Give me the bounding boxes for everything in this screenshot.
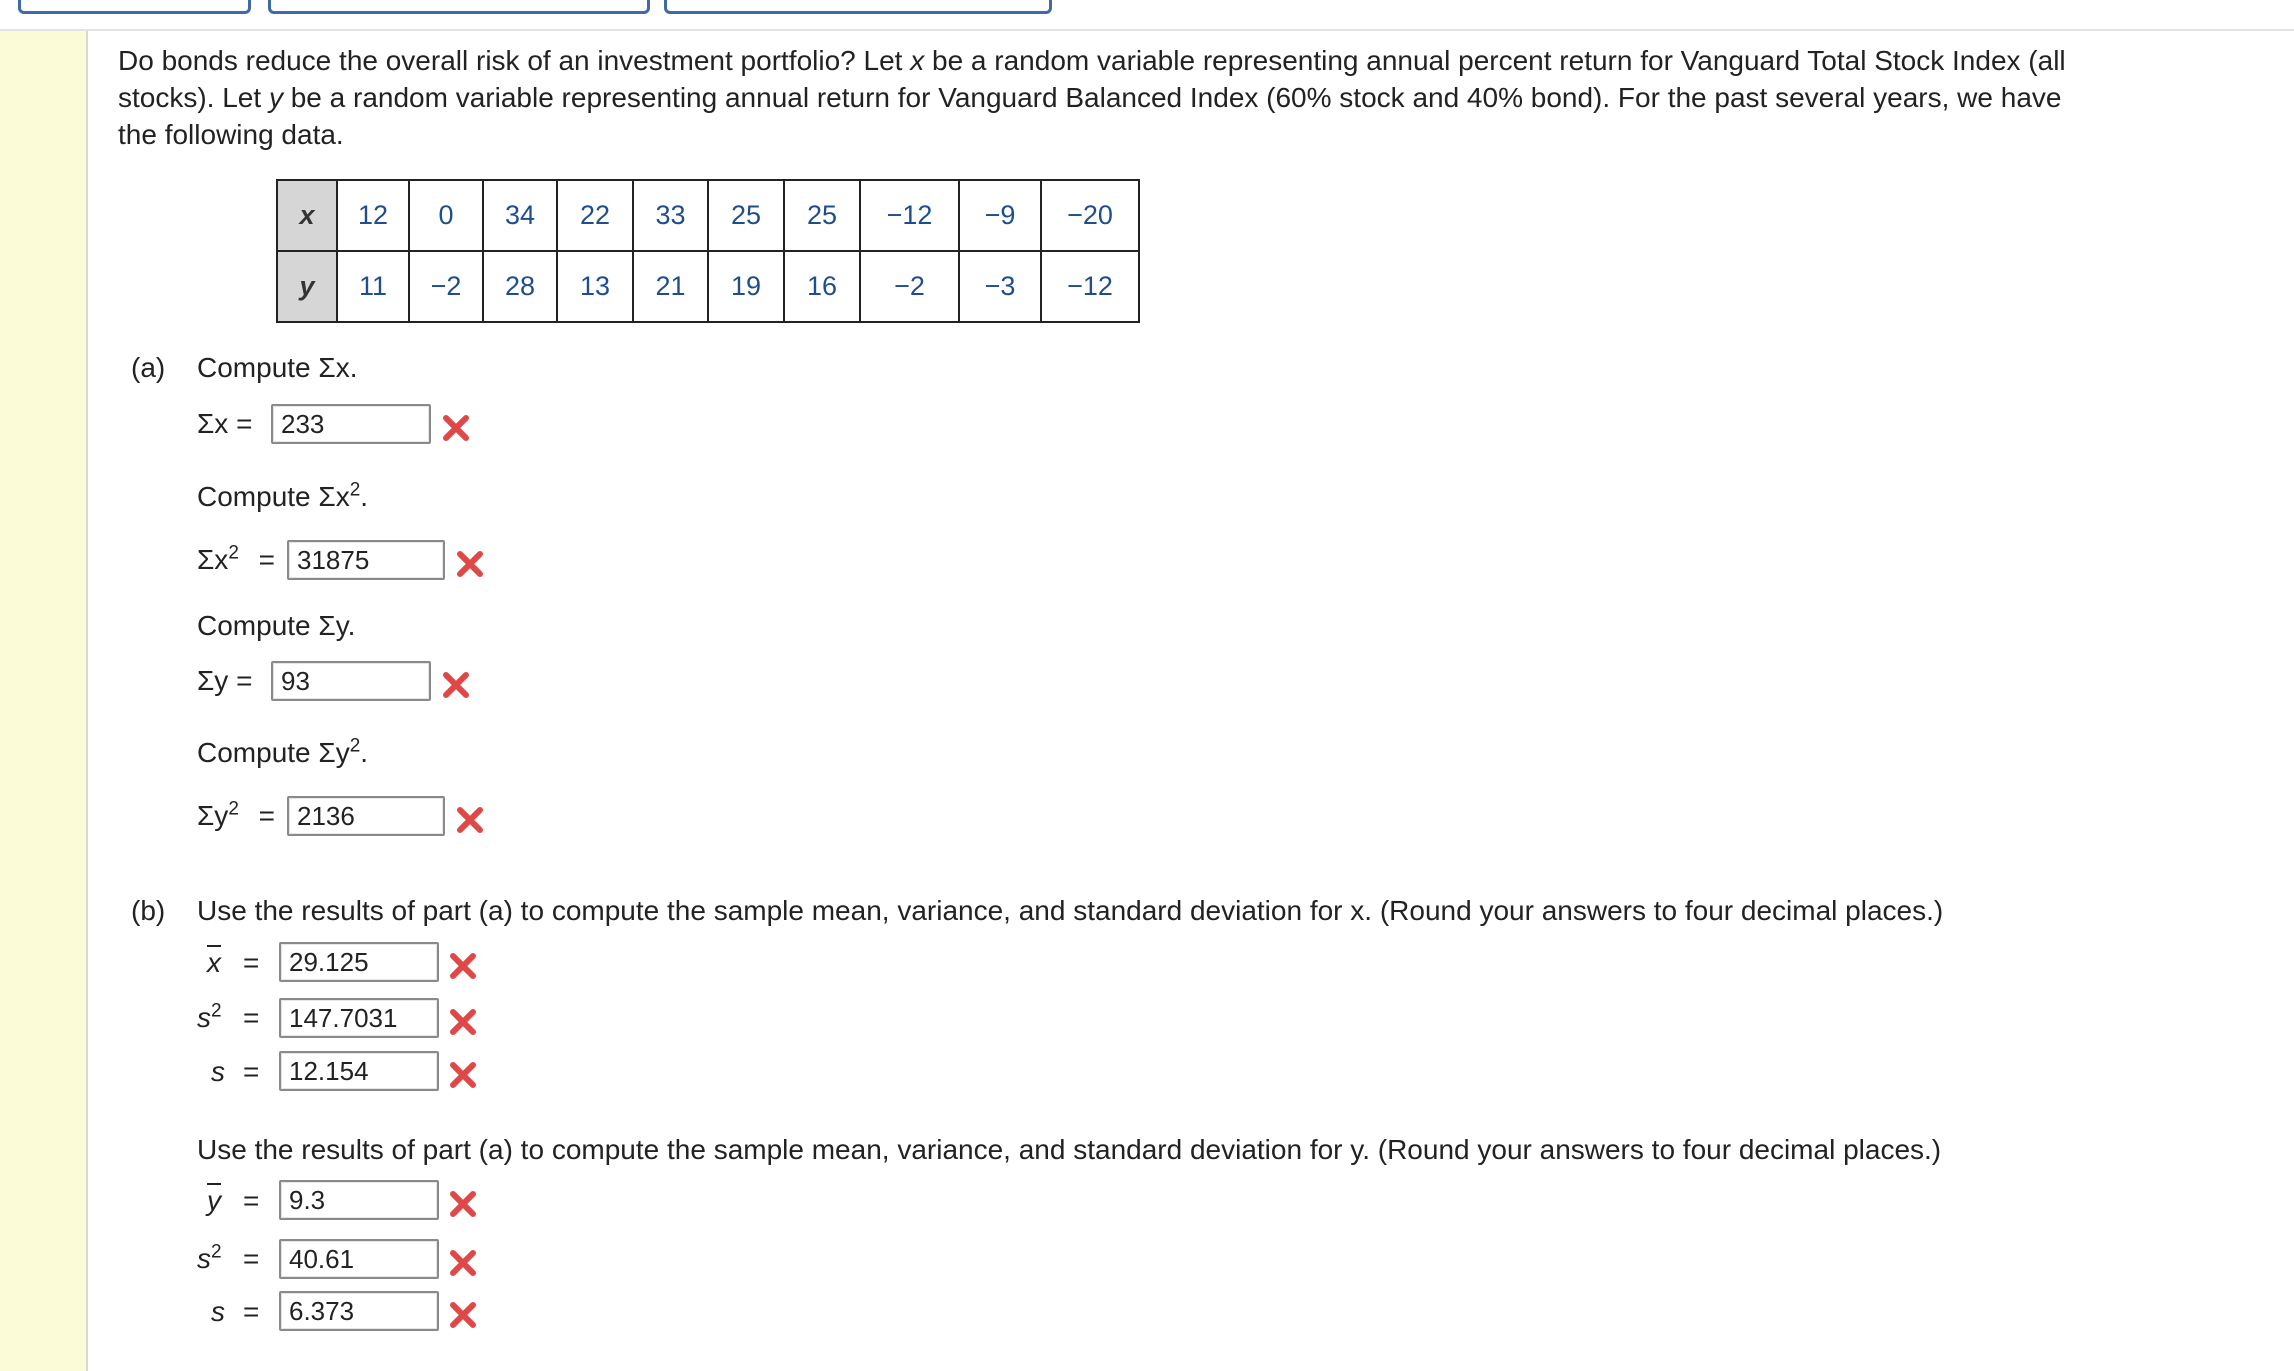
y-cell: −3 [959,251,1041,322]
y-cell: 19 [708,251,784,322]
x-cell: −20 [1041,180,1139,251]
label-sum-x: Σx = [197,408,253,439]
x-mark-icon [448,1007,478,1037]
x-cell: 12 [337,180,409,251]
prompt-sum-x2: Compute $\Sigma x^2$. [197,479,369,512]
x-cell: −9 [959,180,1041,251]
x-mark-icon [455,805,485,835]
equals-sign: = [243,1296,260,1327]
label-sum-y2: $\Sigma y^2$ = [197,798,276,831]
label-xbar: $\overline{x}$ [207,947,221,978]
x-cell: 0 [409,180,483,251]
x-mark-icon [448,1300,478,1330]
label-s-x: s [211,1056,225,1087]
label-s2-x: $s^2$ [197,1000,222,1033]
prompt-sum-x: Compute Σx. [197,352,358,383]
equals-sign: = [243,1056,260,1087]
sum-y2-input[interactable]: 2136 [287,796,445,836]
equals-sign: = [243,1185,260,1216]
y-cell: 28 [483,251,557,322]
x-cell: 25 [708,180,784,251]
y-cell: 21 [633,251,708,322]
y-header-cell: y [277,251,337,322]
y-cell: 11 [337,251,409,322]
x-mark-icon [448,1060,478,1090]
x-mark-icon [441,670,471,700]
equals-sign: = [243,1002,260,1033]
x-cell: −12 [860,180,959,251]
prompt-y-stats: Use the results of part (a) to compute the sample mean, variance, and standard deviation for y. (Round your answers to four decimal places.) [197,1134,1942,1165]
x-mark-icon [448,951,478,981]
top-divider [0,29,2294,31]
label-s-y: s [211,1296,225,1327]
sum-y-input[interactable]: 93 [271,661,431,701]
x-cell: 33 [633,180,708,251]
part-a-marker: (a) [131,352,166,383]
x-header-cell: x [277,180,337,251]
equals-sign: = [243,947,260,978]
prompt-sum-y2: Compute $\Sigma y^2$. [197,735,369,768]
question-intro: Do bonds reduce the overall risk of an investment portfolio? Let x be a random variable representing annual percent return for Vanguard Total Stock Index (all stocks). Let y be a random variable representing annual return for Vanguard Balanced Index (60% stock and 40% bond). For the past several years, we have the following data. [118,45,2066,150]
sum-x-input[interactable]: 233 [271,404,431,444]
x-cell: 22 [557,180,633,251]
x-mark-icon [448,1248,478,1278]
s2-y-input[interactable]: 40.61 [279,1239,439,1279]
prompt-sum-y: Compute Σy. [197,610,356,641]
top-tab-button-3[interactable] [664,0,1052,14]
ybar-input[interactable]: 9.3 [279,1180,439,1220]
label-sum-x2: $\Sigma x^2$ = [197,542,276,575]
top-tab-button-1[interactable] [18,0,251,14]
sum-x2-input[interactable]: 31875 [287,540,445,580]
y-cell: 16 [784,251,860,322]
s-x-input[interactable]: 12.154 [279,1051,439,1091]
data-table [276,179,1140,323]
s2-x-input[interactable]: 147.7031 [279,998,439,1038]
x-mark-icon [455,549,485,579]
x-cell: 25 [784,180,860,251]
label-sum-y: Σy = [197,665,253,696]
y-row [277,251,1139,322]
y-cell: 13 [557,251,633,322]
x-mark-icon [448,1189,478,1219]
y-cell: −12 [1041,251,1139,322]
y-cell: −2 [860,251,959,322]
x-row [277,180,1139,251]
s-y-input[interactable]: 6.373 [279,1291,439,1331]
part-b-marker: (b) [131,895,166,926]
label-ybar: $\overline{y}$ [207,1185,221,1216]
prompt-x-stats: Use the results of part (a) to compute the sample mean, variance, and standard deviation for x. (Round your answers to four decimal places.) [197,895,1944,926]
left-margin-bar [0,31,88,1371]
equals-sign: = [243,1243,260,1274]
top-tab-button-2[interactable] [268,0,650,14]
xbar-input[interactable]: 29.125 [279,942,439,982]
x-cell: 34 [483,180,557,251]
label-s2-y: $s^2$ [197,1241,222,1274]
x-mark-icon [441,413,471,443]
y-cell: −2 [409,251,483,322]
